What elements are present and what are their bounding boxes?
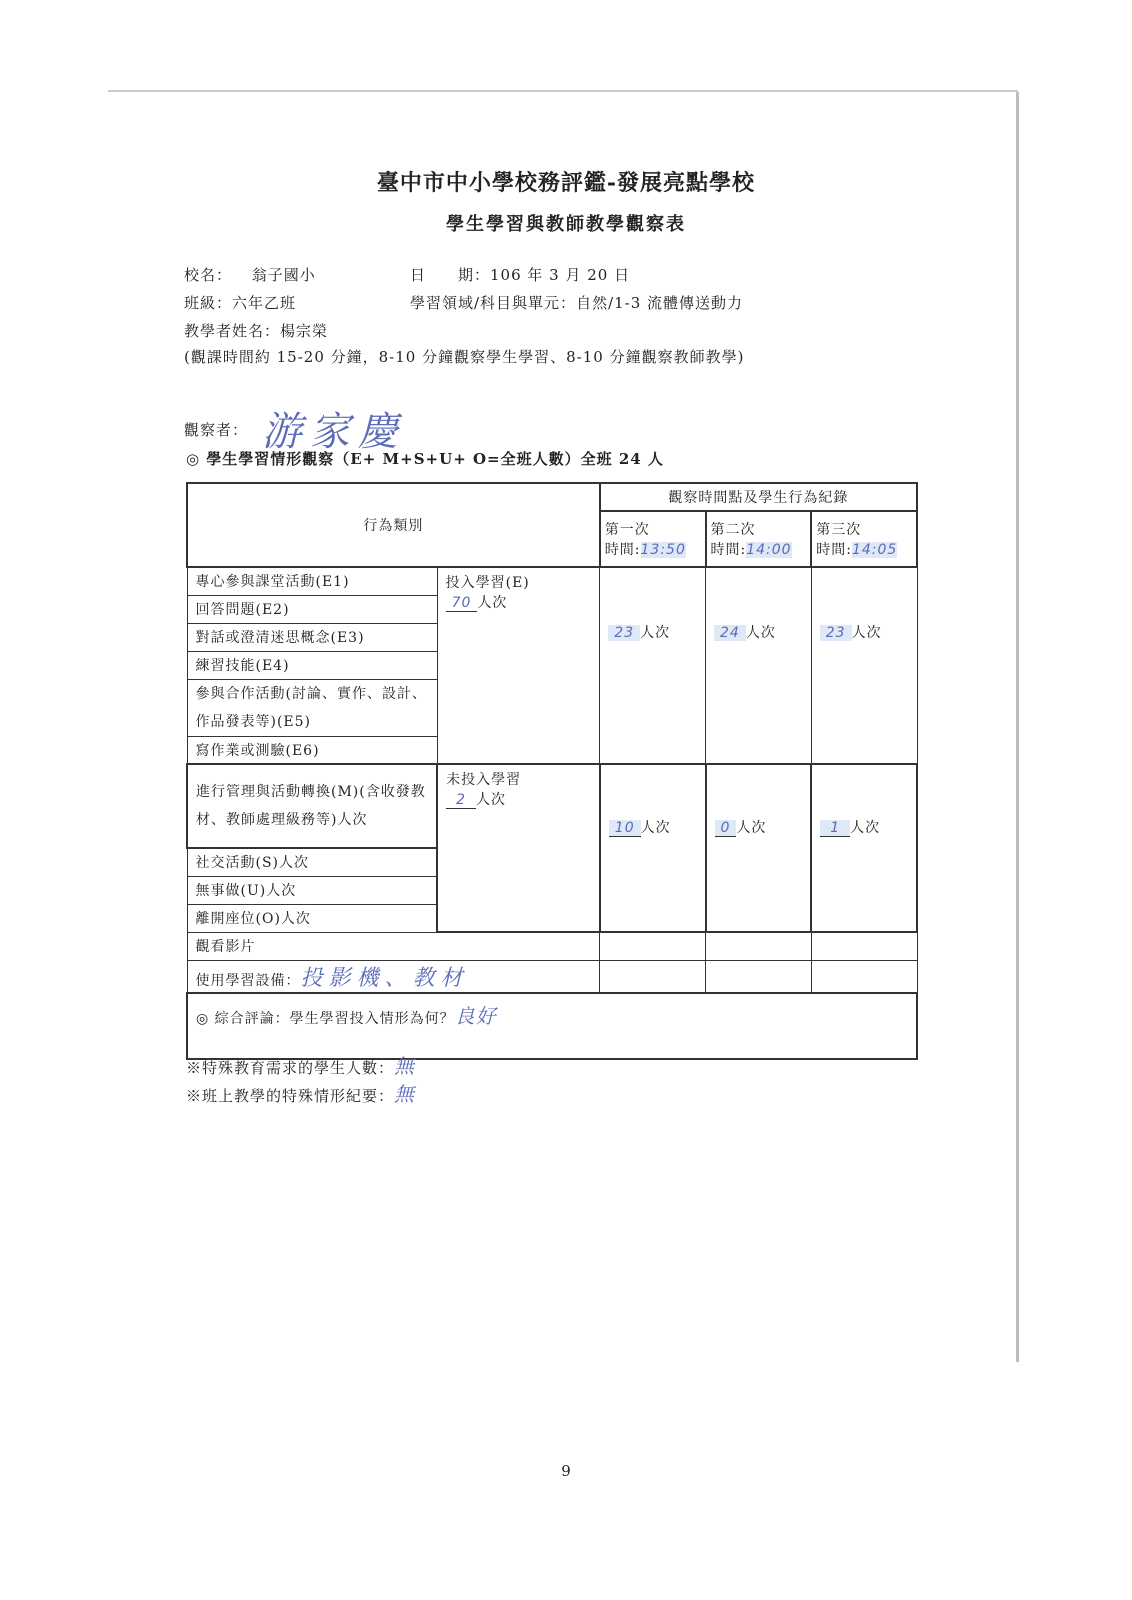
observer-label: 觀察者： (184, 421, 249, 439)
class-row (184, 292, 296, 313)
school-row (184, 264, 316, 285)
date-row (410, 264, 630, 285)
teacher-label: 教學者姓名： (184, 322, 281, 340)
disengaged-item-o: 離開座位(O)人次 (187, 904, 437, 932)
observer-signature: 游家慶 (261, 409, 406, 455)
disengaged-total-unit: 人次 (476, 792, 507, 808)
engaged-item-e6: 寫作業或測驗(E6) (187, 736, 437, 764)
overall-label: ◎ 綜合評論：學生學習投入情形為何？ (196, 1010, 455, 1027)
disengaged-count-2 (706, 764, 812, 932)
round3-time-label: 時間: (816, 542, 852, 558)
disengaged-count-1-unit: 人次 (640, 820, 671, 836)
subject-label: 學習領域/科目與單元： (410, 294, 577, 312)
engaged-count-3-unit: 人次 (851, 625, 882, 641)
round3-header (811, 511, 917, 567)
engaged-item-e1: 專心參與課堂活動(E1) (187, 567, 437, 595)
engaged-item-e2: 回答問題(E2) (187, 595, 437, 623)
disengaged-item-u: 無事做(U)人次 (187, 876, 437, 904)
observation-header: 觀察時間點及學生行為紀錄 (600, 483, 917, 511)
engaged-total: 70 (446, 595, 478, 612)
equipment-value: 投影機、教材 (300, 965, 469, 991)
disengaged-item-m: 進行管理與活動轉換(M)(含收發教材、教師處理級務等)人次 (187, 764, 437, 848)
engaged-count-2-unit: 人次 (745, 625, 776, 641)
subject-value: 自然/1-3 流體傳送動力 (576, 294, 744, 312)
engaged-label: 投入學習(E) (445, 575, 530, 591)
special-ed-value: 無 (394, 1054, 416, 1078)
school-name: 翁子國小 (251, 266, 316, 284)
equipment-label: 使用學習設備： (195, 972, 301, 989)
document-title: 臺中市中小學校務評鑑-發展亮點學校 (376, 170, 756, 196)
engaged-count-3-value: 23 (820, 625, 852, 641)
engaged-item-e4: 練習技能(E4) (187, 651, 437, 679)
disengaged-item-s: 社交活動(S)人次 (187, 848, 437, 876)
equipment-row (187, 960, 600, 993)
video-cell-3 (811, 932, 917, 960)
overall-value: 良好 (454, 1003, 497, 1028)
disengaged-count-2-unit: 人次 (736, 820, 767, 836)
round1-time: 13:50 (640, 542, 686, 558)
round2-time: 14:00 (746, 542, 792, 558)
observation-note: (觀課時間約 15-20 分鐘，8-10 分鐘觀察學生學習、8-10 分鐘觀察教師教學) (184, 348, 745, 366)
engaged-item-e3: 對話或澄清迷思概念(E3) (187, 623, 437, 651)
disengaged-count-1 (600, 764, 706, 932)
round1-label: 第一次 (604, 522, 650, 538)
overall-comment (187, 993, 917, 1059)
engaged-count-2-value: 24 (714, 625, 746, 641)
school-label: 校名： (184, 266, 233, 284)
paper-edge-top (108, 90, 1018, 92)
disengaged-count-3-unit: 人次 (850, 820, 881, 836)
engaged-count-3 (811, 567, 917, 764)
special-case-label: ※班上教學的特殊情形紀要： (186, 1087, 395, 1105)
teacher-value: 楊宗榮 (280, 322, 329, 340)
teacher-row (184, 320, 328, 341)
special-ed-label: ※特殊教育需求的學生人數： (186, 1059, 395, 1077)
round3-time: 14:05 (851, 542, 898, 558)
disengaged-count-1-value: 10 (609, 820, 641, 837)
engaged-cell (437, 567, 600, 764)
round3-label: 第三次 (816, 522, 862, 538)
subject-row (410, 292, 743, 313)
disengaged-cell (437, 764, 600, 932)
disengaged-total: 2 (446, 792, 476, 809)
round2-header (706, 511, 812, 567)
disengaged-label: 未投入學習 (446, 772, 522, 788)
observation-table (186, 482, 918, 1060)
date-value: 106 年 3 月 20 日 (490, 266, 631, 284)
video-cell-1 (600, 932, 706, 960)
special-ed-row (186, 1050, 415, 1079)
special-case-value: 無 (394, 1082, 416, 1106)
round1-header (600, 511, 706, 567)
equipment-cell-3 (811, 960, 917, 993)
class-value: 六年乙班 (232, 294, 297, 312)
document-subtitle: 學生學習與教師教學觀察表 (446, 214, 686, 235)
disengaged-count-3-value: 1 (820, 820, 850, 837)
equipment-cell-2 (706, 960, 812, 993)
round2-time-label: 時間: (710, 542, 747, 558)
engaged-count-1 (600, 567, 706, 764)
page-number: 9 (561, 1462, 571, 1480)
round1-time-label: 時間: (604, 542, 641, 558)
disengaged-count-2-value: 0 (715, 820, 737, 837)
paper-edge-right (1016, 92, 1019, 1362)
category-header: 行為類別 (187, 483, 600, 567)
date-label: 日 期： (410, 266, 491, 284)
round2-label: 第二次 (710, 522, 756, 538)
special-case-row (186, 1078, 415, 1107)
video-row: 觀看影片 (187, 932, 600, 960)
engaged-total-unit: 人次 (477, 595, 508, 611)
engaged-count-1-unit: 人次 (640, 625, 671, 641)
engaged-item-e5: 參與合作活動(討論、實作、設計、作品發表等)(E5) (187, 679, 437, 736)
disengaged-count-3 (811, 764, 917, 932)
section-title: ◎ 學生學習情形觀察（E+ M+S+U+ O=全班人數）全班 24 人 (186, 450, 664, 468)
class-label: 班級： (184, 294, 233, 312)
engaged-count-2 (706, 567, 812, 764)
video-cell-2 (706, 932, 812, 960)
engaged-count-1-value: 23 (608, 625, 640, 641)
equipment-cell-1 (600, 960, 706, 993)
